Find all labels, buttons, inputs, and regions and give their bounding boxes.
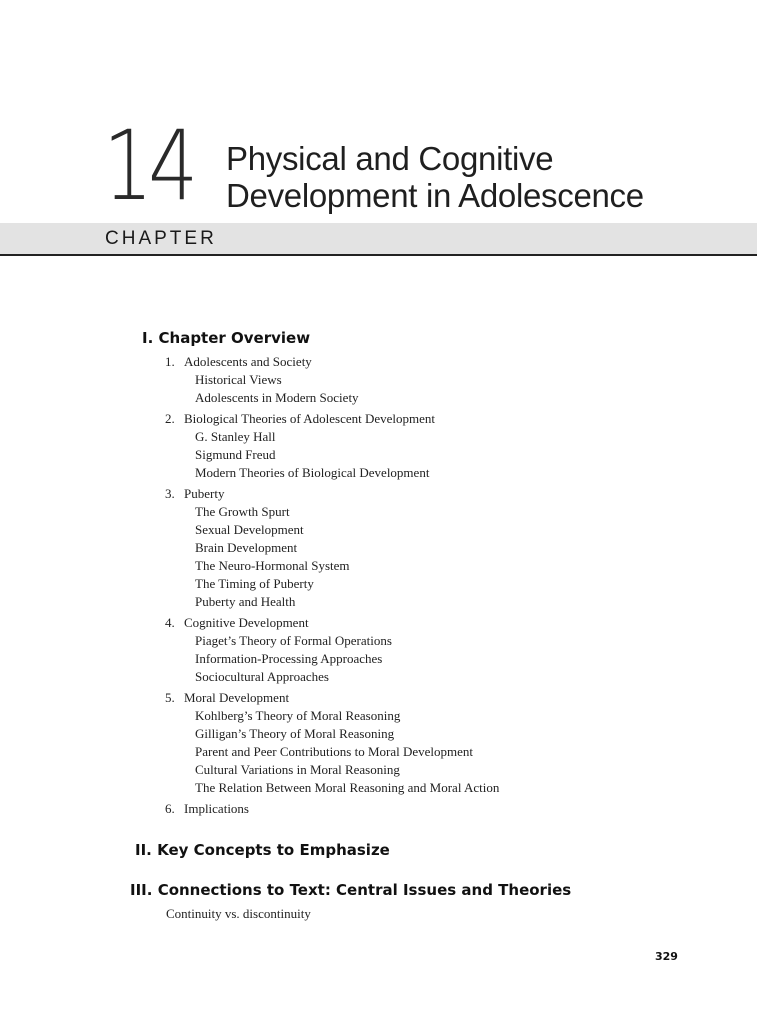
section-numeral: II. — [135, 841, 152, 859]
outline-item-number: 1. — [165, 354, 175, 369]
outline-item-line — [165, 410, 499, 428]
outline-item-label: Adolescents and Society — [184, 354, 312, 369]
chapter-number: 14 — [103, 110, 194, 222]
outline-sublist — [165, 428, 499, 482]
outline-sublist — [165, 371, 499, 407]
outline-subitem: Puberty and Health — [195, 594, 296, 609]
outline-subitem: The Timing of Puberty — [195, 576, 314, 591]
outline-sublist — [165, 503, 499, 611]
connections-text: Continuity vs. discontinuity — [166, 906, 311, 921]
outline-subitem: The Neuro-Hormonal System — [195, 558, 350, 573]
outline-item-line — [165, 485, 499, 503]
outline-subitem: G. Stanley Hall — [195, 429, 276, 444]
section-heading-key-concepts — [135, 841, 390, 859]
outline-item-number: 6. — [165, 801, 175, 816]
outline-subitem: Sociocultural Approaches — [195, 669, 329, 684]
outline-subitem: Brain Development — [195, 540, 298, 555]
chapter-title-line-2: Development in Adolescence — [226, 177, 644, 214]
section-heading-overview — [142, 329, 310, 347]
outline-item-line — [165, 800, 499, 818]
outline-item-number: 4. — [165, 615, 175, 630]
outline-item-label: Cognitive Development — [184, 615, 309, 630]
outline-subitem: Kohlberg’s Theory of Moral Reasoning — [195, 708, 401, 723]
outline-subitem: The Growth Spurt — [195, 504, 290, 519]
outline-item-label: Biological Theories of Adolescent Development — [184, 411, 436, 426]
outline-item-label: Puberty — [184, 486, 225, 501]
chapter-title-line-1: Physical and Cognitive — [226, 140, 554, 177]
chapter-overview-outline — [165, 353, 499, 818]
outline-item-label: Moral Development — [184, 690, 290, 705]
outline-subitem: The Relation Between Moral Reasoning and Moral Action — [195, 780, 500, 795]
outline-item-line — [165, 689, 499, 707]
chapter-title — [226, 140, 644, 214]
outline-item-number: 2. — [165, 411, 175, 426]
outline-item — [165, 410, 499, 482]
section-heading-connections — [130, 881, 571, 899]
outline-subitem: Information-Processing Approaches — [195, 651, 383, 666]
outline-sublist — [165, 707, 499, 797]
section-title: Connections to Text: Central Issues and Theories — [157, 881, 572, 899]
outline-subitem: Piaget’s Theory of Formal Operations — [195, 633, 392, 648]
outline-item-number: 5. — [165, 690, 175, 705]
outline-subitem: Sexual Development — [195, 522, 304, 537]
outline-item — [165, 485, 499, 611]
section-title: Key Concepts to Emphasize — [157, 841, 390, 859]
outline-sublist — [165, 632, 499, 686]
outline-item — [165, 614, 499, 686]
section-numeral: III. — [130, 881, 153, 899]
outline-item-line — [165, 614, 499, 632]
chapter-label: CHAPTER — [105, 228, 217, 249]
outline-subitem: Sigmund Freud — [195, 447, 276, 462]
outline-item-label: Implications — [184, 801, 249, 816]
outline-item — [165, 689, 499, 797]
outline-subitem: Adolescents in Modern Society — [195, 390, 359, 405]
outline-subitem: Parent and Peer Contributions to Moral Development — [195, 744, 474, 759]
outline-item — [165, 800, 499, 818]
outline-subitem: Historical Views — [195, 372, 282, 387]
outline-item-number: 3. — [165, 486, 175, 501]
outline-item — [165, 353, 499, 407]
outline-subitem: Cultural Variations in Moral Reasoning — [195, 762, 400, 777]
section-numeral: I. — [142, 329, 154, 347]
outline-item-line — [165, 353, 499, 371]
page-number: 329 — [655, 950, 678, 963]
section-title: Chapter Overview — [158, 329, 311, 347]
outline-subitem: Modern Theories of Biological Development — [195, 465, 430, 480]
outline-subitem: Gilligan’s Theory of Moral Reasoning — [195, 726, 395, 741]
